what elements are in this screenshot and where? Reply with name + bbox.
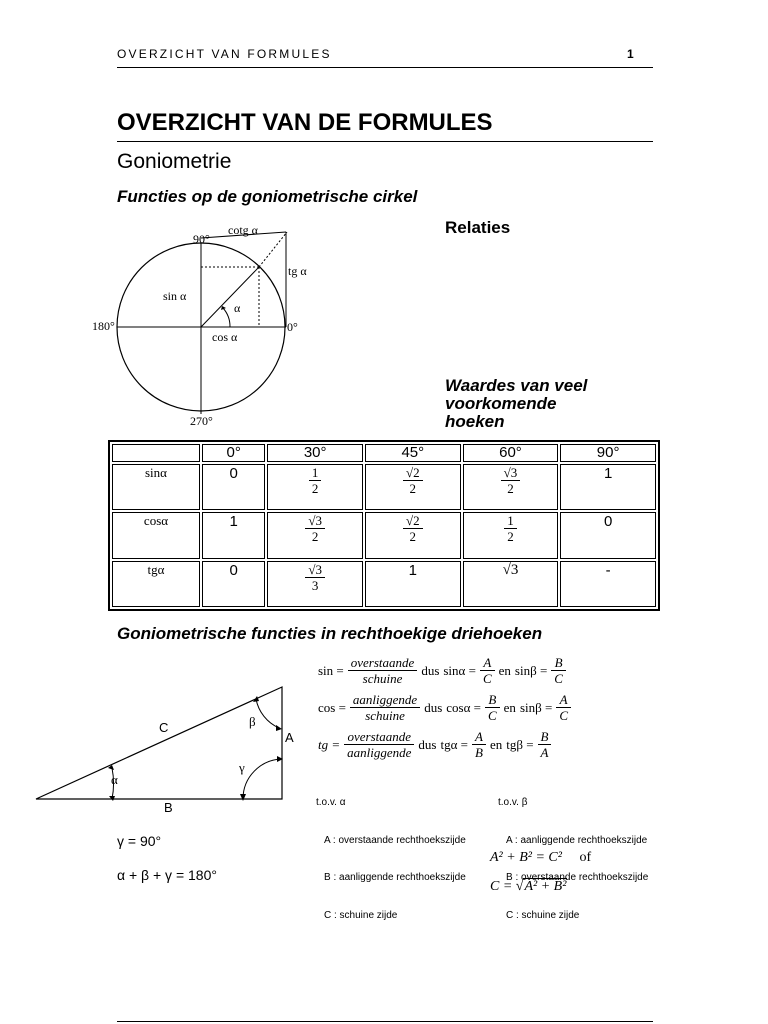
row-label: sinα (112, 464, 200, 510)
table-cell: $\frac{1}{2}$ (267, 464, 363, 510)
formula-tg: tg = $\frac{\text{overstaande}}{\text{aanliggende}}$ dus tgα = $\frac{A}{B}$ en tgβ = $\frac{B}{A}$ (318, 729, 551, 760)
table-cell: $\frac{√3}{2}$ (463, 464, 559, 510)
gamma-relation: γ = 90° (117, 833, 162, 849)
table-cell: 1 (365, 561, 461, 607)
subheading-circle: Functies op de goniometrische cirkel (117, 187, 418, 206)
table-row-cos (112, 512, 656, 558)
table-cell: 1 (202, 512, 265, 558)
header-cell: 0° (202, 444, 265, 462)
label-A: A (285, 730, 294, 745)
waardes-heading: Waardes van veel voorkomende hoeken (445, 376, 588, 431)
label-beta: β (249, 714, 256, 729)
header-cell: 30° (267, 444, 363, 462)
tov-beta-legend: t.o.v. β A : aanliggende rechthoekszijde B : overstaande rechthoekszijde C : schuine zijde (498, 797, 649, 921)
table-cell: $\frac{√2}{2}$ (365, 464, 461, 510)
angle-sum-relation: α + β + γ = 180° (117, 867, 217, 883)
label-C: C (159, 720, 169, 735)
label-cos: cos α (212, 330, 238, 344)
header-cell: 90° (560, 444, 656, 462)
label-0: 0° (287, 320, 298, 334)
subheading-triangle: Goniometrische functies in rechthoekige driehoeken (117, 624, 543, 643)
table-cell: $\frac{1}{2}$ (463, 512, 559, 558)
row-label: cosα (112, 512, 200, 558)
table-header-row (112, 444, 656, 462)
formula-sin: sin = $\frac{\text{overstaande}}{\text{schuine}}$ dus sinα = $\frac{A}{C}$ en sinβ = $\frac{B}{C}$ (318, 655, 566, 686)
page-title: OVERZICHT VAN DE FORMULES (117, 109, 493, 136)
table-cell: $\frac{√3}{3}$ (267, 561, 363, 607)
header-cell: 45° (365, 444, 461, 462)
label-gamma: γ (239, 760, 245, 775)
table-cell: 1 (560, 464, 656, 510)
label-alpha: α (234, 301, 241, 315)
table-cell: 0 (560, 512, 656, 558)
label-alpha: α (111, 772, 118, 787)
header-cell: 60° (463, 444, 559, 462)
values-table (108, 440, 660, 611)
label-180: 180° (92, 319, 115, 333)
label-cotg: cotg α (228, 223, 258, 237)
table-cell: $\frac{√3}{2}$ (267, 512, 363, 558)
table-cell: √3 (463, 561, 559, 607)
footer-rule (117, 1021, 653, 1022)
pythagoras-line1: A² + B² = C² of (490, 850, 592, 865)
right-triangle-diagram (30, 680, 300, 815)
table-cell: 0 (202, 561, 265, 607)
section-heading: Goniometrie (117, 150, 232, 173)
table-cell: - (560, 561, 656, 607)
label-sin: sin α (163, 289, 187, 303)
label-270: 270° (190, 414, 213, 428)
pythagoras-line2: C = √A² + B² (490, 879, 567, 894)
table-cell: 0 (202, 464, 265, 510)
unit-circle-diagram (92, 220, 320, 430)
running-header: OVERZICHT VAN FORMULES (117, 47, 332, 61)
row-label: tgα (112, 561, 200, 607)
tov-alpha-legend: t.o.v. α A : overstaande rechthoekszijde B : aanliggende rechthoekszijde C : schuine zijde (316, 797, 466, 921)
triangle (36, 687, 282, 799)
header-rule (117, 67, 653, 68)
label-tg: tg α (288, 264, 307, 278)
table-row-tg (112, 561, 656, 607)
label-90: 90° (193, 232, 210, 246)
page-number: 1 (627, 47, 634, 61)
relaties-label: Relaties (445, 218, 511, 237)
table-row-sin (112, 464, 656, 510)
title-rule (117, 141, 653, 142)
formula-cos: cos = $\frac{\text{aanliggende}}{\text{schuine}}$ dus cosα = $\frac{B}{C}$ en sinβ = $\frac{A}{C}$ (318, 692, 571, 723)
header-cell (112, 444, 200, 462)
table-cell: $\frac{√2}{2}$ (365, 512, 461, 558)
label-B: B (164, 800, 173, 815)
